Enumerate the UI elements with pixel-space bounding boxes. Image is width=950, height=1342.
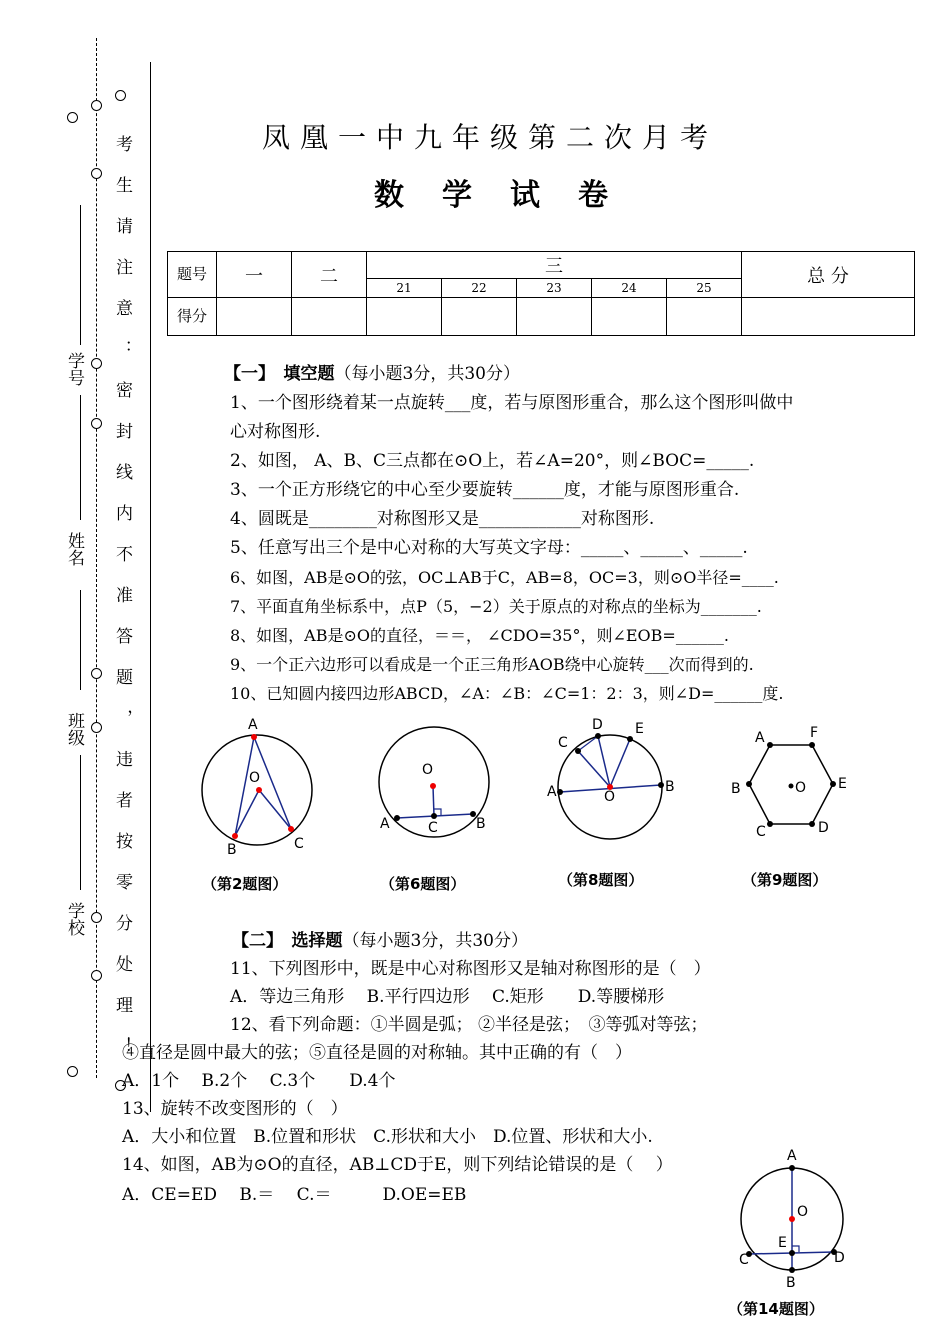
question-3: 3、一个正方形绕它的中心至少要旋转______度，才能与原图形重合. <box>230 480 740 500</box>
figure-14 <box>730 1144 860 1294</box>
question-10: 10、已知圆内接四边形ABCD，∠A：∠B：∠C=1：2：3，则∠D=______度. <box>230 684 784 703</box>
question-14: 14、如图，AB为⊙O的直径，AB⊥CD于E，则下列结论错误的是（ ） <box>122 1155 673 1175</box>
question-12-options: A．1个 B.2个 C.3个 D.4个 <box>122 1071 396 1091</box>
fig14-label-e: E <box>778 1235 787 1251</box>
fig2-caption: （第2题图） <box>202 875 288 893</box>
fig14-label-d: D <box>834 1250 845 1266</box>
question-13: 13、旋转不改变图形的（ ） <box>122 1099 348 1119</box>
margin-divider <box>150 62 151 1112</box>
question-2: 2、如图， A、B、C三点都在⊙O上，若∠A=20°，则∠BOC=_____. <box>230 451 755 471</box>
score-table <box>167 251 915 336</box>
col-25: 25 <box>667 279 742 298</box>
seal-circle-icon <box>91 668 102 679</box>
score-cell[interactable] <box>442 298 517 336</box>
fig9-caption: （第9题图） <box>742 871 828 889</box>
col-total: 总 分 <box>742 252 915 298</box>
field-line <box>80 755 81 890</box>
fig2-label-c: C <box>294 836 304 852</box>
field-line <box>80 395 81 520</box>
figure-9 <box>725 722 860 847</box>
score-cell[interactable] <box>592 298 667 336</box>
row-label-question: 题号 <box>168 252 217 298</box>
number-field-label: 学号 <box>64 352 84 386</box>
fig6-label-c: C <box>428 820 438 836</box>
fig9-label-c: C <box>756 824 766 840</box>
seal-circle-icon <box>91 722 102 733</box>
fig14-caption: （第14题图） <box>728 1300 824 1318</box>
fig14-label-a: A <box>787 1148 797 1164</box>
score-cell[interactable] <box>742 298 915 336</box>
fig8-label-a: A <box>547 784 557 800</box>
score-cell[interactable] <box>292 298 367 336</box>
score-cell[interactable] <box>667 298 742 336</box>
question-5: 5、任意写出三个是中心对称的大写英文字母：_____、_____、_____. <box>230 538 748 558</box>
seal-circle-icon <box>115 90 126 101</box>
col-three: 三 <box>367 252 742 279</box>
row-label-score: 得分 <box>168 298 217 336</box>
name-field-label: 姓名 <box>64 532 84 566</box>
fig9-label-a: A <box>755 730 765 746</box>
score-cell[interactable] <box>217 298 292 336</box>
question-14-options: A．CE=ED B.＝ C.＝ D.OE=EB <box>122 1185 467 1205</box>
col-22: 22 <box>442 279 517 298</box>
fig2-label-a: A <box>248 717 258 733</box>
fig9-label-o: O <box>795 780 807 796</box>
score-cell[interactable] <box>367 298 442 336</box>
question-8: 8、如图，AB是⊙O的直径，＝＝， ∠CDO=35°，则∠EOB=______. <box>230 626 729 645</box>
seal-notice: 考生请注意：密封线内不准答题，违者按零分处理！ <box>112 135 132 1078</box>
fig2-label-o: O <box>249 770 261 786</box>
school-field-label: 学校 <box>64 902 84 936</box>
figure-6 <box>372 722 502 842</box>
question-11-options: A．等边三角形 B.平行四边形 C.矩形 D.等腰梯形 <box>230 987 665 1007</box>
class-field-label: 班级 <box>64 712 84 746</box>
fig9-label-e: E <box>838 776 847 792</box>
fig9-label-f: F <box>810 725 819 741</box>
figure-2 <box>195 712 325 862</box>
question-12: 12、看下列命题：①半圆是弧； ②半径是弦； ③等弧对等弦； <box>230 1015 708 1035</box>
col-21: 21 <box>367 279 442 298</box>
question-6: 6、如图，AB是⊙O的弦，OC⊥AB于C，AB=8，OC=3，则⊙O半径=____. <box>230 568 779 587</box>
score-cell[interactable] <box>517 298 592 336</box>
exam-title: 凤凰一中九年级第二次月考 <box>261 121 718 154</box>
fig8-label-c: C <box>558 735 568 751</box>
seal-circle-icon <box>91 358 102 369</box>
field-line <box>80 590 81 690</box>
question-13-options: A．大小和位置 B.位置和形状 C.形状和大小 D.位置、形状和大小. <box>122 1127 653 1147</box>
field-line <box>80 205 81 345</box>
fig8-caption: （第8题图） <box>558 871 644 889</box>
col-one: 一 <box>217 252 292 298</box>
section1-title: 【一】 填空题 <box>224 364 335 384</box>
fig2-label-b: B <box>227 842 237 858</box>
seal-circle-icon <box>91 418 102 429</box>
col-23: 23 <box>517 279 592 298</box>
question-4: 4、圆既是________对称图形又是____________对称图形. <box>230 509 655 529</box>
question-1-cont: 心对称图形. <box>230 422 321 442</box>
figure-8 <box>540 712 690 852</box>
section2-note: （每小题3分，共30分） <box>342 931 528 951</box>
seal-circle-icon <box>91 912 102 923</box>
seal-circle-icon <box>91 100 102 111</box>
seal-circle-icon <box>91 970 102 981</box>
section2-title: 【二】 选择题 <box>232 931 343 951</box>
section1-note: （每小题3分，共30分） <box>334 364 520 384</box>
fig14-label-c: C <box>739 1252 749 1268</box>
fig6-label-a: A <box>380 816 390 832</box>
fig8-label-d: D <box>592 717 603 733</box>
col-two: 二 <box>292 252 367 298</box>
question-12-cont: ④直径是圆中最大的弦；⑤直径是圆的对称轴。其中正确的有（ ） <box>122 1043 632 1063</box>
fig6-label-o: O <box>422 762 434 778</box>
fig6-label-b: B <box>476 816 486 832</box>
fig14-label-o: O <box>797 1204 809 1220</box>
fig14-label-b: B <box>786 1275 796 1291</box>
fig9-label-d: D <box>818 820 829 836</box>
seal-circle-icon <box>67 1066 78 1077</box>
fig8-label-b: B <box>665 779 675 795</box>
fig9-label-b: B <box>731 781 741 797</box>
question-7: 7、平面直角坐标系中，点P（5，−2）关于原点的对称点的坐标为_______. <box>230 597 762 616</box>
fig8-label-e: E <box>635 721 644 737</box>
exam-subtitle: 数学试卷 <box>374 178 646 213</box>
question-1: 1、一个图形绕着某一点旋转___度，若与原图形重合，那么这个图形叫做中 <box>230 393 794 413</box>
question-11: 11、下列图形中，既是中心对称图形又是轴对称图形的是（ ） <box>230 959 711 979</box>
fig8-label-o: O <box>604 789 616 805</box>
fig6-caption: （第6题图） <box>380 875 466 893</box>
question-9: 9、一个正六边形可以看成是一个正三角形AOB绕中心旋转___次而得到的. <box>230 655 754 674</box>
col-24: 24 <box>592 279 667 298</box>
